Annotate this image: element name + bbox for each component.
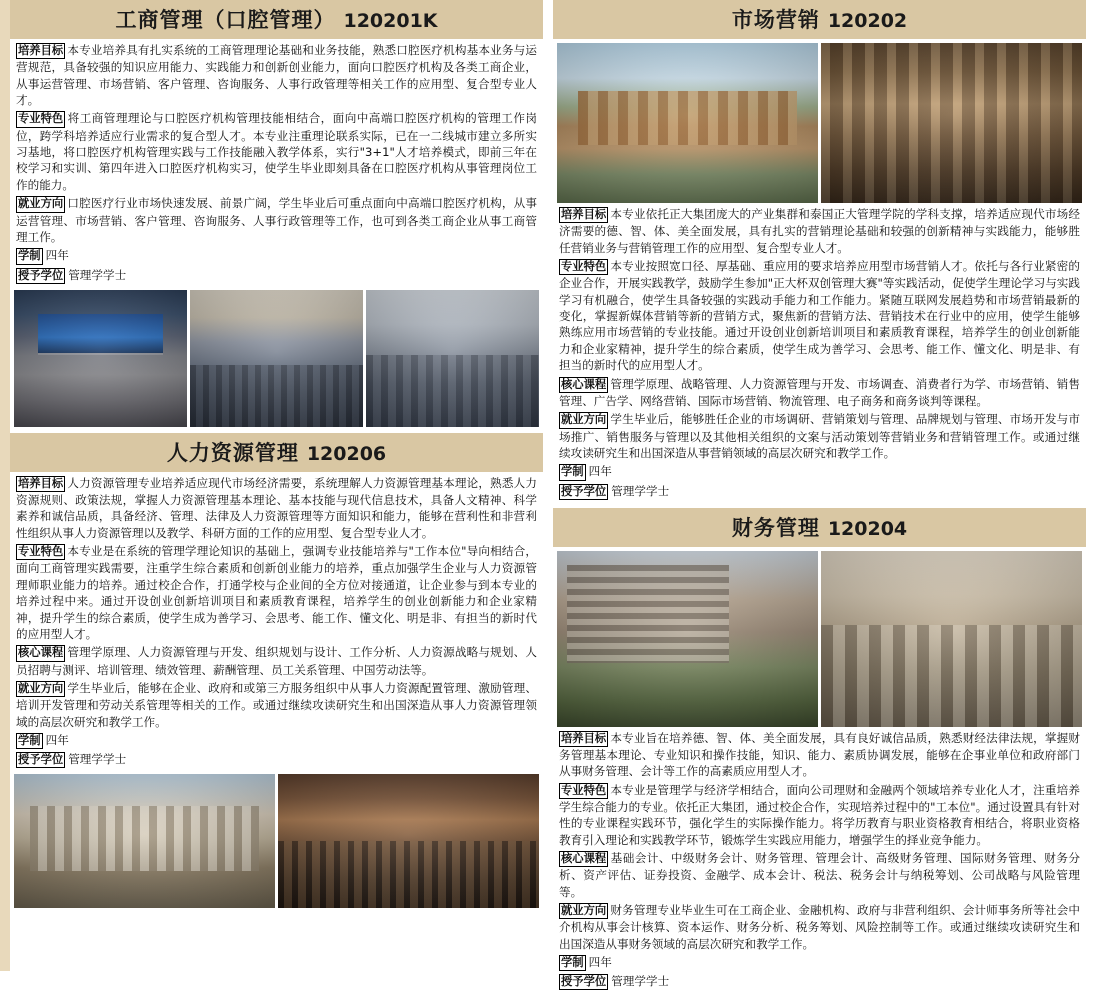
program-name: 市场营销 [731, 8, 820, 32]
program-block-marketing [553, 0, 1086, 500]
program-block-business-administration [10, 0, 543, 427]
section-text: 本专业依托正大集团庞大的产业集群和泰国正大管理学院的学科支撑，培养适应现代市场经济需要的德、智、体、美全面发展，具有扎实的营销理论基础和较强的创新精神与实践能力，能够胜任营销业务与营销管理工作的应用型、复合型专业人才。 [559, 207, 1080, 255]
section-label: 授予学位 [559, 484, 608, 500]
section-employment [559, 902, 1080, 952]
section-duration [559, 463, 1080, 480]
section-label: 学制 [559, 464, 586, 480]
right-column [553, 0, 1086, 992]
section-text: 管理学学士 [611, 974, 670, 989]
section-core-courses [559, 376, 1080, 410]
lecture-hall-photo-1 [14, 290, 187, 427]
auditorium-photo [278, 774, 539, 908]
section-text: 四年 [45, 733, 69, 748]
section-text: 将工商管理理论与口腔医疗机构管理技能相结合，面向中高端口腔医疗机构的管理工作岗位，跨学科培养适应行业需求的复合型人才。本专业注重理论联系实际，已在一二线城市建立多所实习基地，将口腔医疗机构管理实践与工作技能融入教学体系，实行"3+1"人才培养模式，即前三年在校学习和实训、第四年进入口腔医疗机构实习，使学生毕业即刻具备在口腔医疗机构从事管理岗位工作的能力。 [16, 111, 537, 192]
section-text: 学生毕业后，能够胜任企业的市场调研、营销策划与管理、品牌规划与管理、市场开发与市场推广、销售服务与管理以及其他相关组织的文案与活动策划等营销业务和营销管理工作。或通过继续攻读研究生和出国深造从事营销领域的高层次研究和教学工作。 [559, 412, 1080, 460]
section-label: 就业方向 [16, 196, 65, 212]
section-label: 培养目标 [16, 43, 65, 59]
section-objective [16, 42, 537, 108]
program-body [10, 472, 543, 769]
section-text: 本专业是在系统的管理学理论知识的基础上，强调专业技能培养与"工作本位"导向相结合，面向工商管理实践需要，注重学生综合素质和创新创业能力的培养，重点加强学生企业与人力资源管理师职业能力的培养。通过校企合作，打通学校与企业间的全方位对接通道，让企业参与到本专业的培养过程中来。通过开设创业创新培训项目和素质教育课程，培养学生的创业创新能力和企业家精神，提升学生的综合素质，使学生成为善学习、会思考、能工作、懂文化、明是非、有担当的新时代的应用型人才。 [16, 544, 537, 642]
section-employment [16, 680, 537, 730]
section-text: 本专业按照宽口径、厚基础、重应用的要求培养应用型市场营销人才。依托与各行业紧密的企业合作，开展实践教学，鼓励学生参加"正大杯双创管理大赛"等实践活动，促使学生理论学习与实践学习有机融合，使学生具备较强的实践动手能力和工作能力。紧随互联网发展趋势和市场营销最新的变化，掌握新媒体营销等新的营销方式，聚焦新的营销方法、营销技术在行业中的应用，使学生能够熟练应用市场营销的专业技能。通过开设创业创新培训项目和素质教育课程，培养学生的创业创新能力和企业家精神，提升学生的综合素质，使学生成为善学习、会思考、能工作、懂文化、明是非、有担当的新时代的应用型人才。 [559, 259, 1080, 373]
program-title-bar [10, 0, 543, 39]
program-image-row [10, 770, 543, 908]
section-text: 学生毕业后，能够在企业、政府和或第三方服务组织中从事人力资源配置管理、激励管理、培训开发管理和劳动关系管理等相关的工作。或通过继续攻读研究生和出国深造从事人力资源管理领域的高层次研究和教学工作。 [16, 681, 537, 729]
program-body [553, 203, 1086, 500]
lecture-hall-photo-2 [190, 290, 363, 427]
section-text: 管理学学士 [611, 483, 670, 498]
section-label: 核心课程 [559, 377, 608, 393]
section-label: 培养目标 [16, 476, 65, 492]
section-label: 授予学位 [16, 268, 65, 284]
program-name: 人力资源管理 [166, 440, 299, 465]
campus-walkway-building-photo [557, 551, 818, 727]
section-label: 学制 [559, 955, 586, 971]
campus-front-building-photo [14, 774, 275, 908]
section-degree [559, 973, 1080, 990]
section-features [16, 543, 537, 642]
section-text: 财务管理专业毕业生可在工商企业、金融机构、政府与非营利组织、会计师事务所等社会中介机构从事会计核算、资本运作、财务分析、税务筹划、风险控制等工作。或通过继续攻读研究生和出国深造从事财务领域的高层次研究和教学工作。 [559, 903, 1080, 951]
section-employment [16, 195, 537, 245]
section-core-courses [16, 644, 537, 678]
section-text: 管理学原理、战略管理、人力资源管理与开发、市场调查、消费者行为学、市场营销、销售管理、广告学、网络营销、国际市场营销、物流管理、电子商务和商务谈判等课程。 [559, 376, 1080, 408]
program-body [10, 39, 543, 284]
program-title-bar [553, 508, 1086, 547]
section-text: 四年 [588, 464, 612, 479]
conference-hall-photo [821, 551, 1082, 727]
program-body [553, 727, 1086, 991]
section-objective [559, 730, 1080, 780]
section-features [559, 782, 1080, 848]
section-text: 人力资源管理专业培养适应现代市场经济需要，系统理解人力资源管理基本理论，熟悉人力资源规则、政策法规，掌握人力资源管理基本理论、基本技能与现代信息技术，具备人文精神、科学素养和诚信品质，具备经济、管理、法律及人力资源管理等方面知识和能力，能够在营利性和非营利性组织从事人力资源管理以及教学、科研方面的工作的应用型、复合型专业人才。 [16, 475, 537, 540]
program-code: 120206 [306, 442, 387, 465]
section-text: 管理学学士 [68, 267, 127, 282]
section-text: 本专业旨在培养德、智、体、美全面发展，具有良好诚信品质，熟悉财经法律法规，掌握财务管理基本理论、专业知识和操作技能，知识、能力、素质协调发展，能够在企事业单位和政府部门从事财务管理、会计等工作的高素质应用型人才。 [559, 730, 1080, 779]
section-text: 四年 [45, 248, 69, 263]
section-text: 基础会计、中级财务会计、财务管理、管理会计、高级财务管理、国际财务管理、财务分析、资产评估、证券投资、金融学、成本会计、税法、税务会计与纳税筹划、公司战略与风险管理等。 [559, 851, 1080, 899]
section-label: 授予学位 [16, 752, 65, 768]
lecture-hall-photo-3 [366, 290, 539, 427]
section-label: 专业特色 [559, 259, 608, 275]
section-text: 本专业是管理学与经济学相结合，面向公司理财和金融两个领域培养专业化人才，注重培养学生综合能力的专业。依托正大集团，通过校企合作，实现培养过程中的"工本位"。通过设置具有针对性的专业课程实践环节，强化学生的实际操作能力。将学历教育与职业资格教育相结合，将职业资格教育引入理论和实践教学环节，锻炼学生实践应用能力，增强学生的择业竞争能力。 [559, 782, 1080, 847]
section-label: 学制 [16, 248, 43, 264]
section-features [16, 110, 537, 193]
section-duration [559, 954, 1080, 971]
section-text: 口腔医疗行业市场快速发展、前景广阔，学生毕业后可重点面向中高端口腔医疗机构，从事运营管理、市场营销、客户管理、咨询服务、人事行政管理等工作，也可到各类工商企业从事工商管理工作。 [16, 196, 537, 244]
section-features [559, 258, 1080, 374]
section-text: 本专业培养具有扎实系统的工商管理理论基础和业务技能，熟悉口腔医疗机构基本业务与运营规范，具备较强的知识应用能力、实践能力和创新创业能力，面向口腔医疗机构及各类工商企业，从事运营管理、市场营销、客户管理、咨询服务、人事行政管理等相关工作的应用型、复合型专业人才。 [16, 43, 537, 108]
section-label: 专业特色 [16, 111, 65, 127]
section-text: 四年 [588, 955, 612, 970]
left-column [10, 0, 543, 908]
section-label: 专业特色 [559, 783, 608, 799]
section-objective [16, 475, 537, 541]
program-code: 120204 [827, 517, 908, 540]
program-code: 120201K [343, 10, 438, 32]
program-image-row [10, 286, 543, 427]
program-title-bar [10, 433, 543, 472]
section-core-courses [559, 850, 1080, 900]
section-label: 学制 [16, 733, 43, 749]
section-label: 就业方向 [16, 681, 65, 697]
program-title-bar [553, 0, 1086, 39]
campus-aerial-photo [557, 43, 818, 203]
section-label: 培养目标 [559, 731, 608, 747]
section-label: 培养目标 [559, 207, 608, 223]
section-objective [559, 206, 1080, 256]
section-duration [16, 732, 537, 749]
section-degree [16, 751, 537, 768]
program-name: 财务管理 [731, 515, 820, 540]
program-code: 120202 [827, 10, 908, 32]
section-label: 核心课程 [16, 645, 65, 661]
section-employment [559, 411, 1080, 461]
section-label: 专业特色 [16, 544, 65, 560]
section-label: 就业方向 [559, 903, 608, 919]
program-block-human-resources [10, 433, 543, 909]
section-text: 管理学学士 [68, 752, 127, 767]
section-degree [16, 267, 537, 284]
program-block-financial-management [553, 508, 1086, 991]
section-degree [559, 483, 1080, 500]
section-label: 就业方向 [559, 412, 608, 428]
section-text: 管理学原理、人力资源管理与开发、组织规划与设计、工作分析、人力资源战略与规划、人员招聘与测评、培训管理、绩效管理、薪酬管理、员工关系管理、中国劳动法等。 [16, 645, 537, 677]
section-label: 授予学位 [559, 974, 608, 990]
section-label: 核心课程 [559, 851, 608, 867]
library-shelves-photo [821, 43, 1082, 203]
left-decorative-band [0, 0, 10, 971]
program-image-row [553, 39, 1086, 203]
program-image-row [553, 547, 1086, 727]
program-name: 工商管理（口腔管理） [115, 8, 336, 32]
section-duration [16, 247, 537, 264]
